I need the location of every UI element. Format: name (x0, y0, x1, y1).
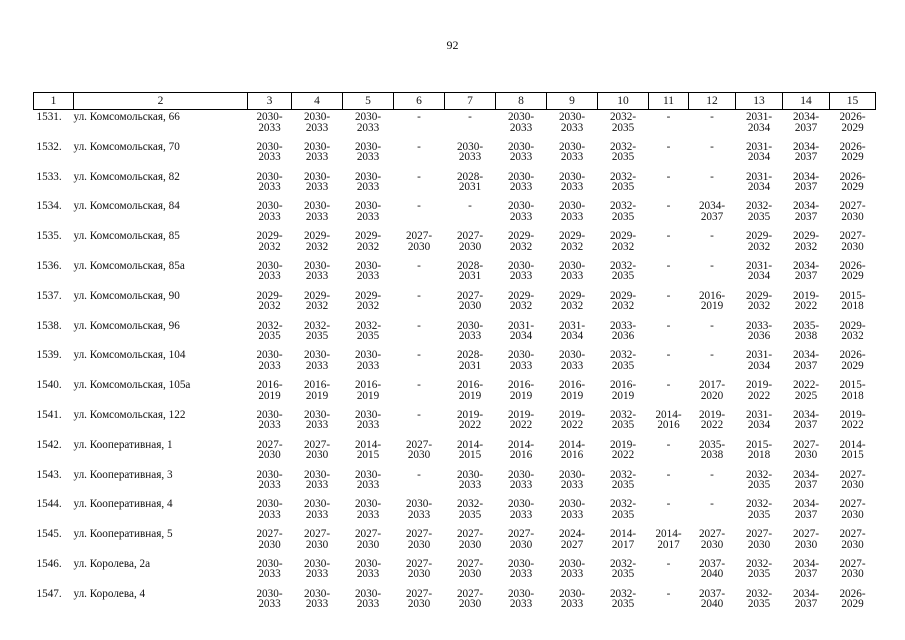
period-cell: 2030- 2033 (456, 468, 484, 492)
period-cell: 2032- 2035 (609, 259, 637, 283)
period-cell: 2031- 2034 (745, 111, 773, 134)
header-row (34, 93, 876, 110)
period-cell: 2032- 2035 (609, 170, 637, 194)
period-cell: 2019- 2022 (456, 408, 484, 432)
period-cell: 2027- 2030 (256, 528, 283, 551)
period-cell: 2034- 2037 (792, 200, 820, 223)
table-row (34, 289, 876, 319)
period-cell: 2032- 2035 (609, 349, 637, 372)
column-header: 14 (783, 93, 830, 110)
column-header: 1 (34, 93, 74, 110)
period-cell: 2027- 2030 (303, 438, 331, 462)
period-cell: 2019- 2022 (839, 408, 866, 432)
column-header: 13 (736, 93, 783, 110)
table-row (34, 527, 876, 557)
period-cell: 2029- 2032 (609, 289, 637, 313)
period-cell: 2032- 2035 (745, 200, 773, 223)
period-cell: 2027- 2030 (456, 230, 484, 253)
period-cell: - (666, 140, 671, 153)
period-cell: 2014- 2015 (839, 438, 866, 462)
address-cell: ул. Королева, 4 (73, 587, 146, 600)
period-cell: 2027- 2030 (405, 587, 433, 611)
period-cell: 2031- 2034 (745, 259, 773, 283)
row-number: 1536. (36, 259, 62, 272)
period-cell: 2030- 2033 (558, 170, 586, 194)
period-cell: 2016- 2019 (303, 379, 331, 402)
row-number: 1532. (36, 140, 62, 153)
row-number: 1538. (36, 319, 62, 332)
period-cell: - (417, 259, 421, 272)
period-cell: - (417, 349, 421, 362)
address-cell: ул. Комсомольская, 84 (73, 200, 180, 213)
period-cell: 2034- 2037 (792, 349, 820, 372)
period-cell: 2030- 2033 (256, 587, 283, 611)
period-cell: 2034- 2037 (792, 408, 820, 432)
period-cell: 2030- 2033 (354, 557, 382, 581)
period-cell: 2034- 2037 (792, 170, 820, 194)
period-cell: - (666, 587, 671, 600)
period-cell: 2027- 2030 (839, 498, 866, 521)
period-cell: 2028- 2031 (456, 259, 484, 283)
period-cell: 2030- 2033 (303, 557, 331, 581)
period-cell: 2030- 2033 (354, 498, 382, 521)
period-cell: - (666, 319, 671, 332)
table-row (34, 319, 876, 349)
period-cell: 2030- 2033 (558, 349, 586, 372)
period-cell: 2027- 2030 (507, 528, 535, 551)
table-row (34, 170, 876, 200)
column-header: 15 (830, 93, 876, 110)
period-cell: - (666, 111, 671, 123)
period-cell: 2015- 2018 (745, 438, 773, 462)
period-cell: - (417, 408, 421, 421)
period-cell: 2016- 2019 (507, 379, 535, 402)
period-cell: 2030- 2033 (303, 111, 331, 134)
period-cell: 2030- 2033 (354, 140, 382, 164)
period-cell: 2026- 2029 (839, 111, 866, 134)
period-cell: 2034- 2037 (792, 111, 820, 134)
period-cell: 2030- 2033 (256, 259, 283, 283)
period-cell: - (666, 259, 671, 272)
period-cell: - (666, 379, 671, 392)
period-cell: 2030- 2033 (558, 557, 586, 581)
period-cell: - (710, 498, 714, 511)
row-number: 1533. (36, 170, 62, 183)
period-cell: 2029- 2032 (256, 230, 283, 253)
period-cell: 2032- 2035 (609, 557, 637, 581)
column-header: 2 (74, 93, 248, 110)
period-cell: 2031- 2034 (745, 170, 773, 194)
period-cell: 2032- 2035 (609, 140, 637, 164)
period-cell: - (710, 230, 714, 243)
column-header: 5 (343, 93, 394, 110)
row-number: 1531. (36, 111, 62, 123)
address-cell: ул. Комсомольская, 70 (73, 140, 180, 153)
address-cell: ул. Комсомольская, 82 (73, 170, 180, 183)
column-header: 4 (292, 93, 343, 110)
period-cell: - (417, 289, 421, 302)
period-cell: 2030- 2033 (405, 498, 433, 521)
period-cell: 2030- 2033 (256, 200, 283, 223)
period-cell: 2029- 2032 (609, 230, 637, 253)
period-cell: 2030- 2033 (256, 349, 283, 372)
period-cell: 2027- 2030 (745, 528, 773, 551)
period-cell: 2030- 2033 (303, 408, 331, 432)
period-cell: 2027- 2030 (839, 468, 866, 492)
period-cell: 2030- 2033 (558, 140, 586, 164)
period-cell: 2031- 2034 (558, 319, 586, 343)
period-cell: 2016- 2019 (558, 379, 586, 402)
period-cell: 2032- 2035 (745, 468, 773, 492)
table-row (34, 468, 876, 498)
period-cell: 2027- 2030 (303, 528, 331, 551)
table-row (34, 229, 876, 259)
period-cell: 2030- 2033 (456, 319, 484, 343)
period-cell: 2016- 2019 (256, 379, 283, 402)
period-cell: - (417, 200, 421, 213)
period-cell: 2034- 2037 (792, 557, 820, 581)
period-cell: 2027- 2030 (839, 200, 866, 223)
period-cell: 2032- 2035 (609, 408, 637, 432)
period-cell: 2034- 2037 (792, 468, 820, 492)
row-number: 1545. (36, 528, 62, 541)
period-cell: 2030- 2033 (354, 587, 382, 611)
period-cell: 2027- 2030 (698, 528, 726, 551)
period-cell: 2029- 2032 (745, 289, 773, 313)
period-cell: - (666, 200, 671, 213)
period-cell: 2030- 2033 (354, 259, 382, 283)
row-number: 1534. (36, 200, 62, 213)
page-number: 92 (446, 38, 459, 52)
period-cell: 2030- 2033 (507, 140, 535, 164)
period-cell: 2032- 2035 (303, 319, 331, 343)
address-cell: ул. Комсомольская, 96 (73, 319, 180, 332)
period-cell: - (666, 170, 671, 183)
period-cell: 2027- 2030 (405, 230, 433, 253)
period-cell: 2027- 2030 (839, 528, 866, 551)
period-cell: 2030- 2033 (256, 111, 283, 134)
period-cell: 2032- 2035 (456, 498, 484, 521)
period-cell: 2019- 2022 (609, 438, 637, 462)
period-cell: 2016- 2019 (354, 379, 382, 402)
period-cell: 2014- 2017 (655, 528, 682, 551)
period-cell: 2027- 2030 (456, 528, 484, 551)
period-cell: 2030- 2033 (303, 587, 331, 611)
period-cell: 2019- 2022 (792, 289, 820, 313)
period-cell: 2019- 2022 (558, 408, 586, 432)
period-cell: 2028- 2031 (456, 349, 484, 372)
table-row (34, 348, 876, 378)
period-cell: - (468, 111, 472, 123)
address-cell: ул. Комсомольская, 85а (73, 259, 185, 272)
row-number: 1547. (36, 587, 62, 600)
period-cell: - (417, 111, 421, 123)
address-cell: ул. Кооперативная, 1 (73, 438, 173, 451)
period-cell: - (710, 468, 714, 481)
table-row (34, 557, 876, 587)
period-cell: 2027- 2030 (456, 289, 484, 313)
period-cell: 2027- 2030 (456, 557, 484, 581)
period-cell: 2030- 2033 (507, 468, 535, 492)
period-cell: 2030- 2033 (558, 259, 586, 283)
table-row (34, 259, 876, 289)
table-row (34, 587, 876, 617)
period-cell: 2029- 2032 (745, 230, 773, 253)
address-cell: ул. Комсомольская, 90 (73, 289, 180, 302)
period-cell: 2030- 2033 (507, 111, 535, 134)
period-cell: 2030- 2033 (507, 259, 535, 283)
table-row (34, 199, 876, 229)
period-cell: 2015- 2018 (839, 289, 866, 313)
period-cell: 2026- 2029 (839, 587, 866, 611)
period-cell: 2030- 2033 (256, 140, 283, 164)
row-number: 1537. (36, 289, 62, 302)
period-cell: 2030- 2033 (558, 587, 586, 611)
period-cell: - (417, 170, 421, 183)
period-cell: 2031- 2034 (745, 349, 773, 372)
row-number: 1542. (36, 438, 62, 451)
period-cell: 2030- 2033 (354, 408, 382, 432)
period-cell: 2014- 2016 (507, 438, 535, 462)
period-cell: 2029- 2032 (354, 289, 382, 313)
address-cell: ул. Кооперативная, 3 (73, 468, 173, 481)
table-row (34, 110, 876, 140)
period-cell: 2026- 2029 (839, 140, 866, 164)
address-cell: ул. Кооперативная, 4 (73, 498, 173, 511)
period-cell: 2030- 2033 (507, 200, 535, 223)
table-row (34, 378, 876, 408)
period-cell: 2034- 2037 (792, 498, 820, 521)
period-cell: 2026- 2029 (839, 170, 866, 194)
period-cell: 2014- 2015 (354, 438, 382, 462)
period-cell: 2029- 2032 (558, 230, 586, 253)
column-header: 6 (394, 93, 445, 110)
period-cell: 2026- 2029 (839, 259, 866, 283)
row-number: 1546. (36, 557, 62, 570)
period-cell: 2029- 2032 (507, 289, 535, 313)
row-number: 1539. (36, 349, 62, 362)
table-row (34, 140, 876, 170)
period-cell: 2032- 2035 (745, 498, 773, 521)
period-cell: 2014- 2016 (655, 408, 682, 432)
period-cell: 2029- 2032 (303, 230, 331, 253)
period-cell: 2030- 2033 (558, 468, 586, 492)
period-cell: 2034- 2037 (792, 587, 820, 611)
period-cell: 2032- 2035 (609, 111, 637, 134)
period-cell: 2030- 2033 (507, 349, 535, 372)
period-cell: 2029- 2032 (792, 230, 820, 253)
period-cell: 2016- 2019 (609, 379, 637, 402)
schedule-table (33, 92, 876, 617)
period-cell: 2030- 2033 (507, 587, 535, 611)
period-cell: 2031- 2034 (745, 408, 773, 432)
period-cell: - (666, 438, 671, 451)
period-cell: 2027- 2030 (405, 557, 433, 581)
period-cell: - (417, 319, 421, 332)
period-cell: 2027- 2030 (839, 557, 866, 581)
period-cell: 2019- 2022 (745, 379, 773, 402)
period-cell: 2030- 2033 (303, 468, 331, 492)
period-cell: - (666, 230, 671, 243)
column-header: 7 (445, 93, 496, 110)
period-cell: - (417, 468, 421, 481)
period-cell: 2026- 2029 (839, 349, 866, 372)
period-cell: 2031- 2034 (507, 319, 535, 343)
row-number: 1543. (36, 468, 62, 481)
period-cell: 2027- 2030 (405, 438, 433, 462)
period-cell: 2029- 2032 (256, 289, 283, 313)
period-cell: 2028- 2031 (456, 170, 484, 194)
address-cell: ул. Комсомольская, 122 (73, 408, 186, 421)
period-cell: - (417, 379, 421, 392)
period-cell: 2030- 2033 (303, 200, 331, 223)
address-cell: ул. Комсомольская, 105а (73, 379, 191, 392)
period-cell: 2030- 2033 (354, 170, 382, 194)
period-cell: - (710, 259, 714, 272)
period-cell: 2030- 2033 (507, 170, 535, 194)
period-cell: 2037- 2040 (698, 587, 726, 611)
period-cell: 2030- 2033 (303, 349, 331, 372)
period-cell: 2016- 2019 (698, 289, 726, 313)
period-cell: 2017- 2020 (698, 379, 726, 402)
period-cell: - (666, 349, 671, 362)
column-header: 10 (598, 93, 649, 110)
period-cell: - (710, 319, 714, 332)
period-cell: - (710, 349, 714, 362)
row-number: 1541. (36, 408, 62, 421)
period-cell: 2019- 2022 (507, 408, 535, 432)
period-cell: 2032- 2035 (354, 319, 382, 343)
period-cell: 2032- 2035 (609, 498, 637, 521)
period-cell: 2014- 2016 (558, 438, 586, 462)
period-cell: 2030- 2033 (558, 200, 586, 223)
period-cell: 2027- 2030 (354, 528, 382, 551)
period-cell: 2030- 2033 (354, 111, 382, 134)
period-cell: 2030- 2033 (256, 498, 283, 521)
period-cell: 2029- 2032 (354, 230, 382, 253)
period-cell: 2029- 2032 (558, 289, 586, 313)
period-cell: 2030- 2033 (256, 170, 283, 194)
period-cell: 2030- 2033 (303, 170, 331, 194)
address-cell: ул. Королева, 2а (73, 557, 151, 570)
period-cell: 2034- 2037 (792, 140, 820, 164)
period-cell: 2033- 2036 (609, 319, 637, 343)
period-cell: 2037- 2040 (698, 557, 726, 581)
period-cell: 2030- 2033 (256, 557, 283, 581)
period-cell: 2030- 2033 (507, 498, 535, 521)
period-cell: 2027- 2030 (256, 438, 283, 462)
period-cell: 2034- 2037 (698, 200, 726, 223)
period-cell: - (666, 498, 671, 511)
period-cell: 2032- 2035 (745, 587, 773, 611)
period-cell: - (666, 468, 671, 481)
period-cell: 2027- 2030 (792, 438, 820, 462)
period-cell: 2019- 2022 (698, 408, 726, 432)
period-cell: 2027- 2030 (839, 230, 866, 253)
period-cell: - (417, 140, 421, 153)
column-header: 8 (496, 93, 547, 110)
period-cell: 2016- 2019 (456, 379, 484, 402)
period-cell: 2029- 2032 (303, 289, 331, 313)
period-cell: 2030- 2033 (303, 259, 331, 283)
period-cell: 2015- 2018 (839, 379, 866, 402)
period-cell: 2031- 2034 (745, 140, 773, 164)
period-cell: 2027- 2030 (456, 587, 484, 611)
period-cell: 2014- 2015 (456, 438, 484, 462)
period-cell: 2030- 2033 (354, 468, 382, 492)
period-cell: - (666, 289, 671, 302)
period-cell: 2030- 2033 (303, 498, 331, 521)
period-cell: 2032- 2035 (609, 468, 637, 492)
period-cell: 2032- 2035 (609, 587, 637, 611)
period-cell: 2030- 2033 (558, 111, 586, 134)
table-row (34, 497, 876, 527)
period-cell: - (666, 557, 671, 570)
period-cell: 2014- 2017 (609, 528, 637, 551)
address-cell: ул. Комсомольская, 85 (73, 230, 180, 243)
period-cell: - (468, 200, 472, 213)
period-cell: 2035- 2038 (792, 319, 820, 343)
row-number: 1535. (36, 230, 62, 243)
address-cell: ул. Кооперативная, 5 (73, 528, 173, 541)
period-cell: - (710, 111, 714, 123)
period-cell: 2030- 2033 (303, 140, 331, 164)
period-cell: 2034- 2037 (792, 259, 820, 283)
period-cell: 2033- 2036 (745, 319, 773, 343)
period-cell: 2024- 2027 (558, 528, 586, 551)
period-cell: 2035- 2038 (698, 438, 726, 462)
table-row (34, 408, 876, 438)
address-cell: ул. Комсомольская, 104 (73, 349, 186, 362)
column-header: 11 (649, 93, 689, 110)
period-cell: 2032- 2035 (745, 557, 773, 581)
table-row (34, 438, 876, 468)
address-cell: ул. Комсомольская, 66 (73, 111, 180, 123)
column-header: 12 (689, 93, 736, 110)
period-cell: 2030- 2033 (558, 498, 586, 521)
period-cell: 2030- 2033 (354, 349, 382, 372)
period-cell: 2030- 2033 (507, 557, 535, 581)
period-cell: 2029- 2032 (507, 230, 535, 253)
period-cell: 2027- 2030 (792, 528, 820, 551)
period-cell: 2032- 2035 (609, 200, 637, 223)
period-cell: 2032- 2035 (256, 319, 283, 343)
period-cell: - (710, 140, 714, 153)
column-header: 9 (547, 93, 598, 110)
period-cell: 2029- 2032 (839, 319, 866, 343)
period-cell: 2030- 2033 (256, 408, 283, 432)
period-cell: 2030- 2033 (456, 140, 484, 164)
row-number: 1544. (36, 498, 62, 511)
period-cell: 2030- 2033 (256, 468, 283, 492)
period-cell: 2022- 2025 (792, 379, 820, 402)
column-header: 3 (248, 93, 292, 110)
period-cell: - (710, 170, 714, 183)
row-number: 1540. (36, 379, 62, 392)
period-cell: 2027- 2030 (405, 528, 433, 551)
period-cell: 2030- 2033 (354, 200, 382, 223)
table-body (34, 110, 876, 617)
